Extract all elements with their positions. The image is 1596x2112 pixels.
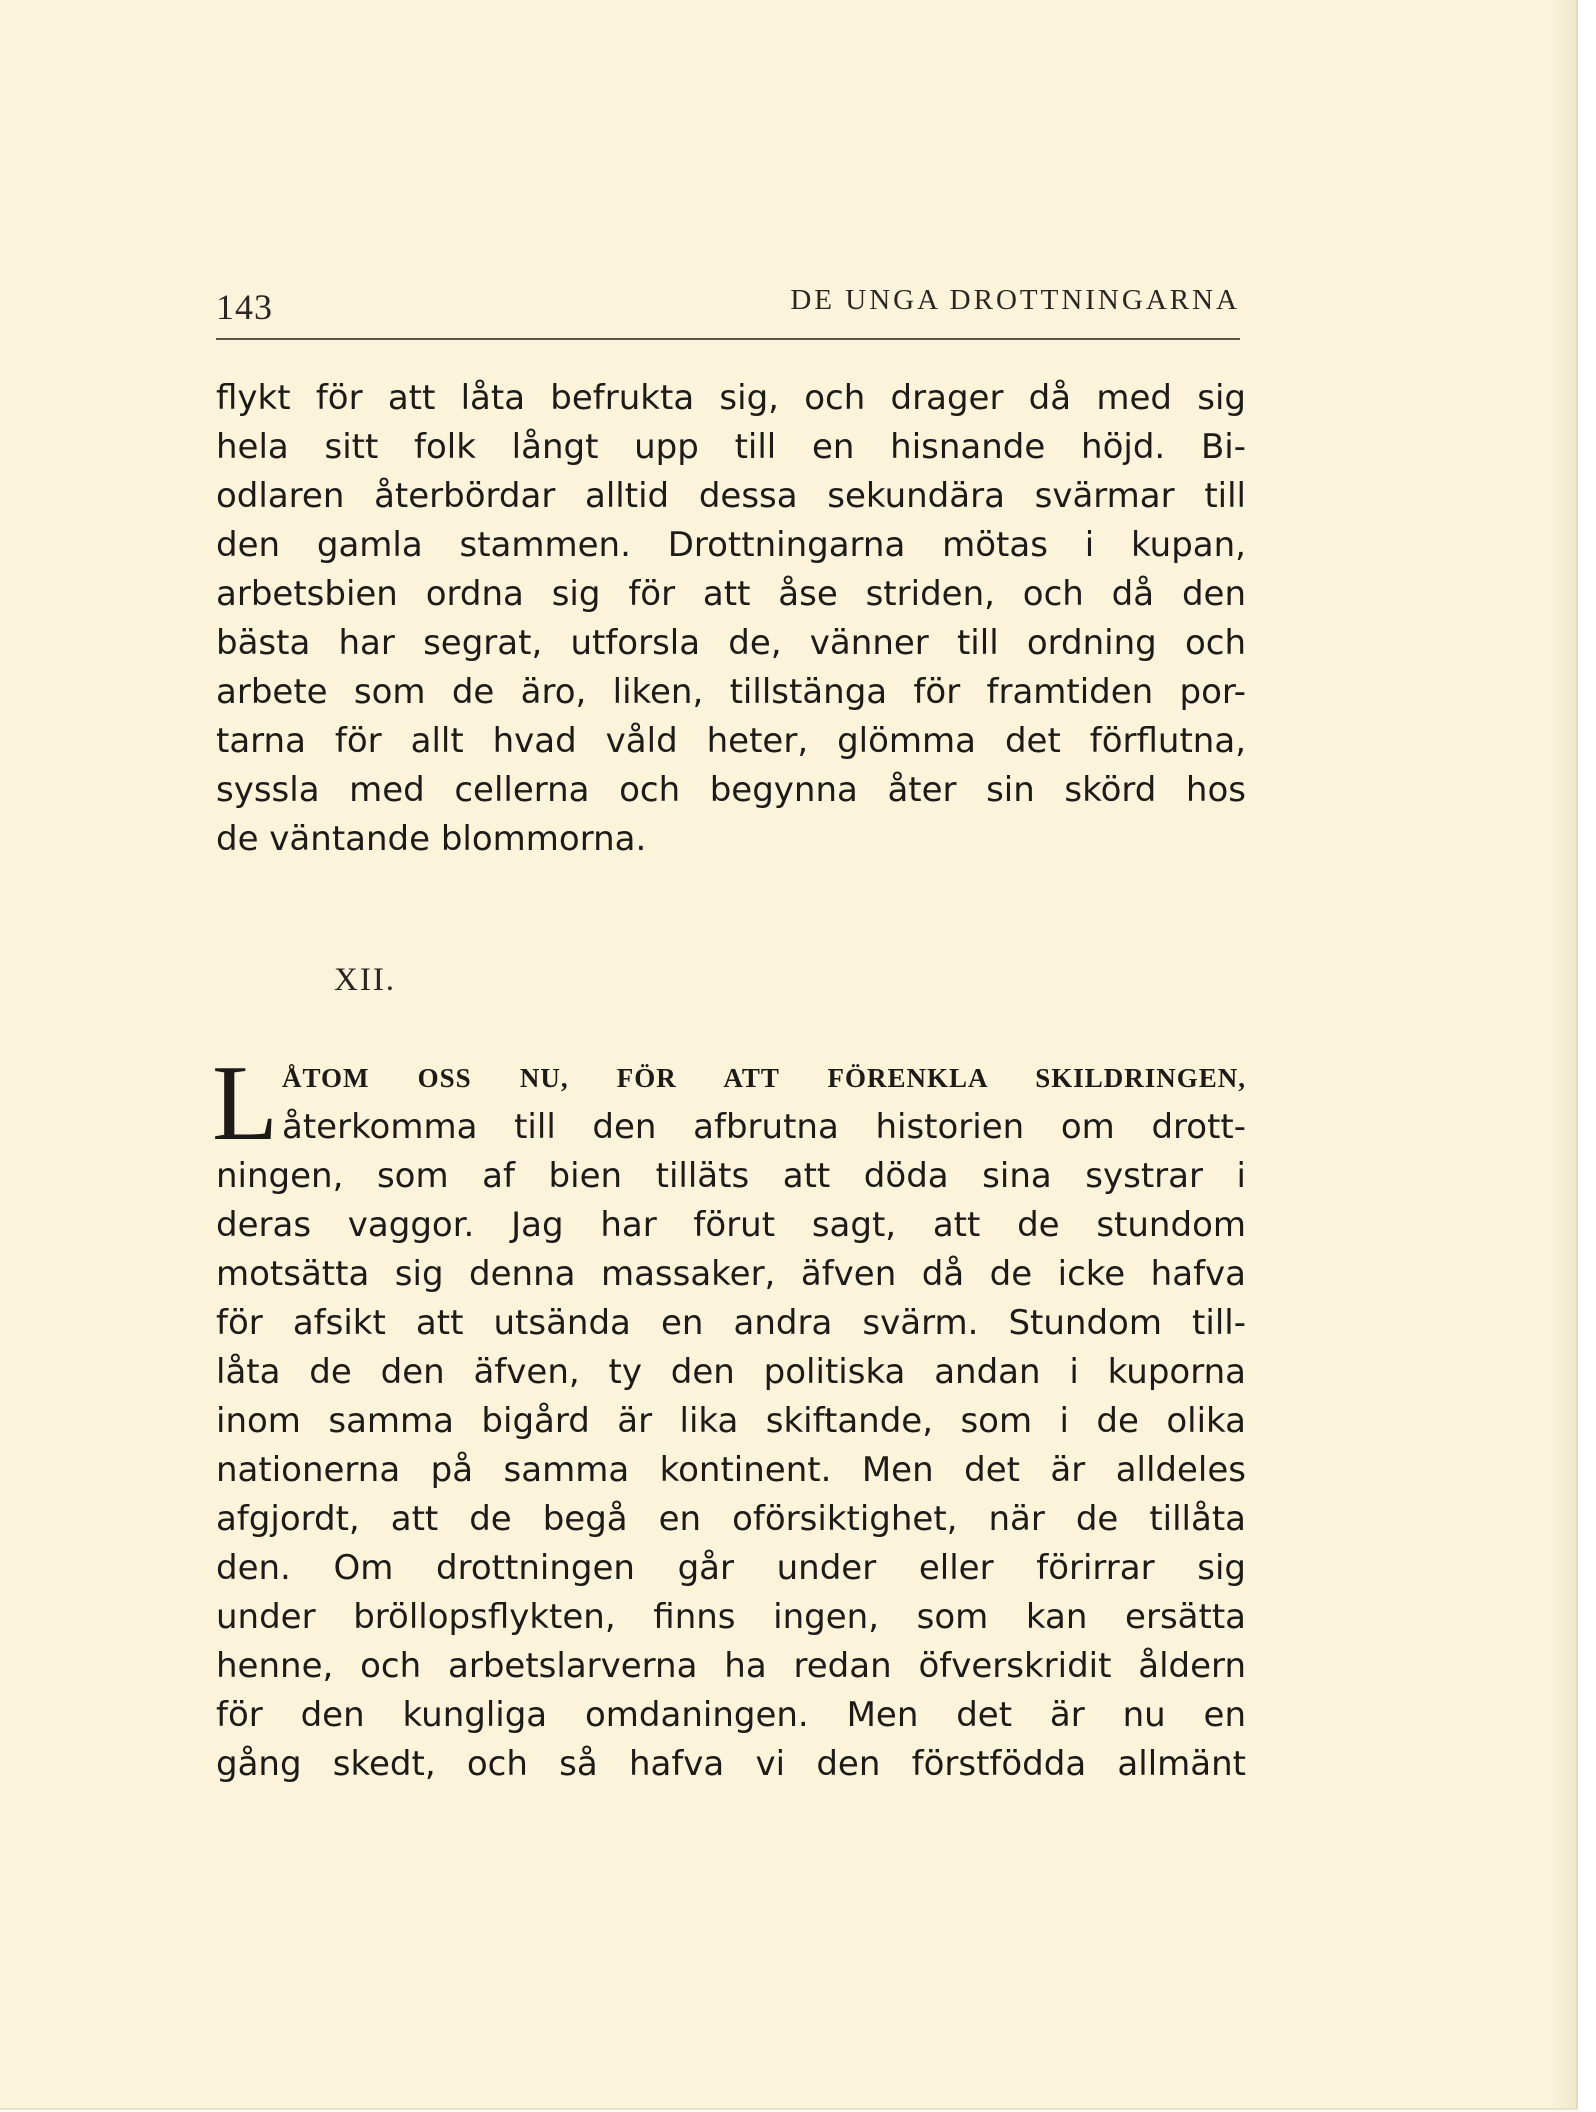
section-heading: XII. (334, 962, 397, 998)
text-line: afgjordt, att de begå en oförsiktighet, när de tillåta (216, 1499, 1246, 1539)
paragraph-2-opening (282, 1054, 1246, 1152)
text-line: låta de den äfven, ty den politiska andan i kuporna (216, 1352, 1246, 1392)
page-edge-shadow (1552, 0, 1576, 2108)
text-line: inom samma bigård är lika skiftande, som i de olika (216, 1401, 1246, 1441)
paragraph-1 (216, 374, 1246, 864)
text-line: gång skedt, och så hafva vi den förstfödda allmänt (216, 1744, 1246, 1784)
text-line: tarna för allt hvad våld heter, glömma det förflutna, (216, 721, 1246, 761)
text-line: återkomma till den afbrutna historien om drott- (282, 1107, 1246, 1147)
text-line: arbete som de äro, liken, tillstänga för framtiden por- (216, 672, 1246, 712)
text-line: bästa har segrat, utforsla de, vänner till ordning och (216, 623, 1246, 663)
page-header (216, 276, 1240, 336)
text-line: arbetsbien ordna sig för att åse striden, och då den (216, 574, 1246, 614)
drop-cap: L (212, 1044, 278, 1163)
page-number: 143 (216, 287, 273, 327)
text-line: den. Om drottningen går under eller förirrar sig (216, 1548, 1246, 1588)
running-head: DE UNGA DROTTNINGARNA (790, 284, 1240, 316)
text-line: ningen, som af bien tilläts att döda sina systrar i (216, 1156, 1246, 1196)
paragraph-2 (216, 1152, 1246, 1789)
smallcaps-opening-line: ÅTOM OSS NU, FÖR ATT FÖRENKLA SKILDRINGEN, (282, 1063, 1246, 1093)
text-line: flykt för att låta befrukta sig, och drager då med sig (216, 378, 1246, 418)
text-line: den gamla stammen. Drottningarna mötas i kupan, (216, 525, 1246, 565)
text-line: deras vaggor. Jag har förut sagt, att de stundom (216, 1205, 1246, 1245)
text-line: motsätta sig denna massaker, äfven då de icke hafva (216, 1254, 1246, 1294)
text-line: för afsikt att utsända en andra svärm. Stundom till- (216, 1303, 1246, 1343)
text-line: nationerna på samma kontinent. Men det är alldeles (216, 1450, 1246, 1490)
text-line: under bröllopsflykten, finns ingen, som kan ersätta (216, 1597, 1246, 1637)
text-line: för den kungliga omdaningen. Men det är nu en (216, 1695, 1246, 1735)
text-line: hela sitt folk långt upp till en hisnande höjd. Bi- (216, 427, 1246, 467)
text-line: henne, och arbetslarverna ha redan öfverskridit åldern (216, 1646, 1246, 1686)
header-rule (216, 338, 1240, 340)
text-line: syssla med cellerna och begynna åter sin skörd hos (216, 770, 1246, 810)
text-line: odlaren återbördar alltid dessa sekundära svärmar till (216, 476, 1246, 516)
text-line: de väntande blommorna. (216, 819, 647, 859)
